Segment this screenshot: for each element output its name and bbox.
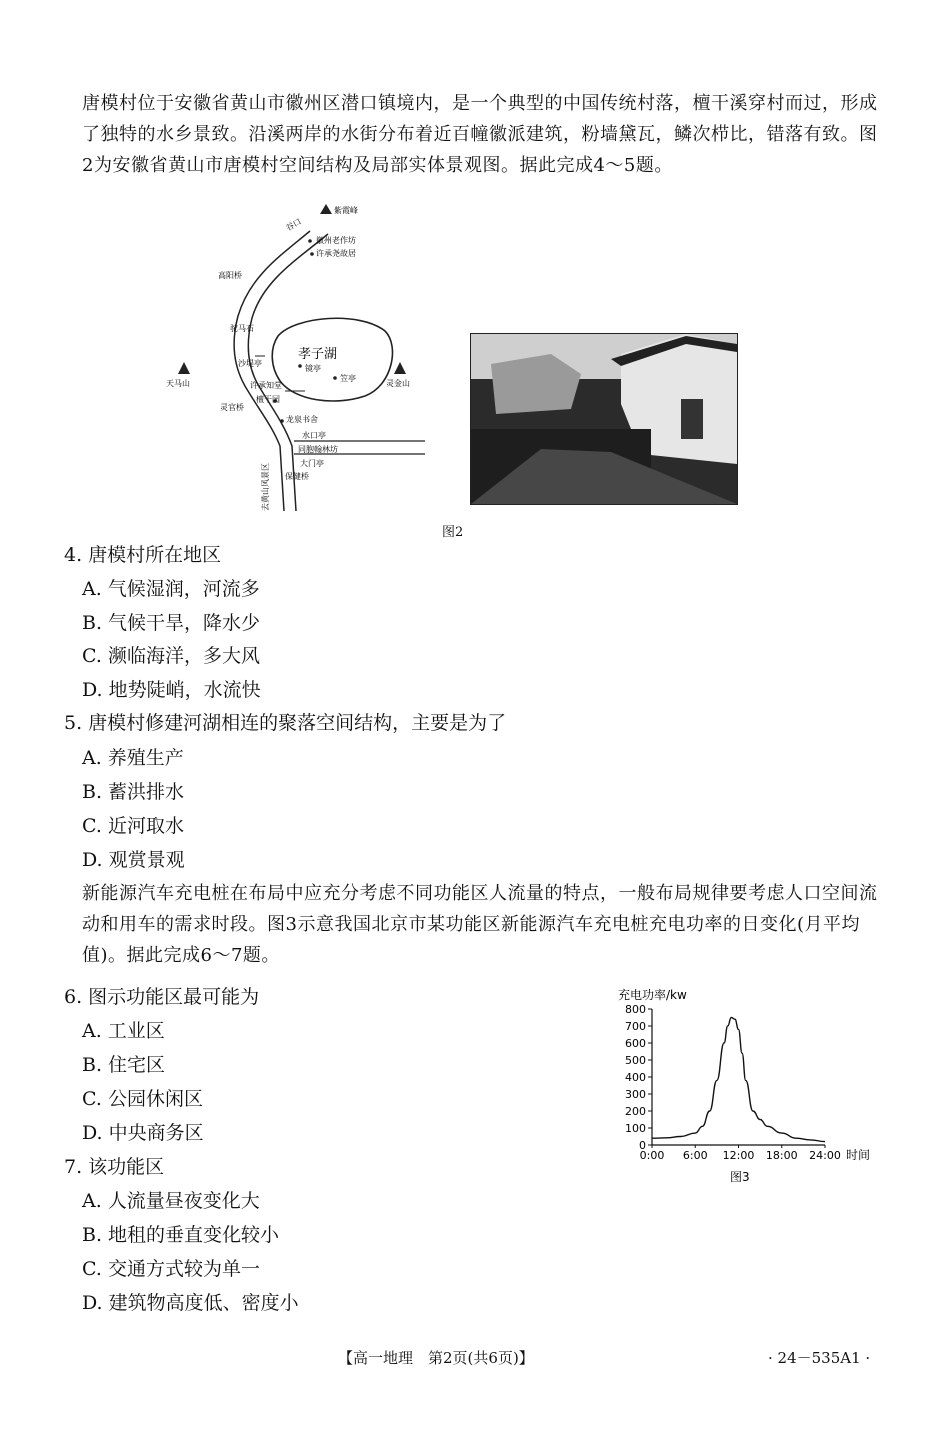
map-label: 徽州老作坊 xyxy=(316,236,356,245)
chart-x-tick-label: 12:00 xyxy=(722,1149,755,1162)
q7-option-d: D. 建筑物高度低、密度小 xyxy=(82,1292,299,1314)
map-label: 紫霞峰 xyxy=(334,206,358,215)
intro-text-2: 新能源汽车充电桩在布局中应充分考虑不同功能区人流量的特点，一般布局规律要考虑人口空间流动和用车的需求时段。图3示意我国北京市某功能区新能源汽车充电桩充电功率的日变化(月平均值)。据此完成6～7题。 xyxy=(82,883,878,966)
question-5-stem: 5. 唐模村修建河湖相连的聚落空间结构，主要是为了 xyxy=(64,712,507,734)
map-label: 天马山 xyxy=(166,379,190,388)
q5-option-c: C. 近河取水 xyxy=(82,815,184,837)
map-label: 同胞翰林坊 xyxy=(298,445,338,454)
q4-option-d: D. 地势陡峭，水流快 xyxy=(82,679,261,701)
chart-x-tick-label: 0:00 xyxy=(639,1149,665,1162)
map-label: 许承知堂 xyxy=(250,381,282,390)
q4-option-a: A. 气候湿润，河流多 xyxy=(82,578,260,600)
map-label: 大门亭 xyxy=(300,459,324,468)
map-label: 灵金山 xyxy=(386,379,410,388)
lake-label: 孝子湖 xyxy=(298,347,338,362)
question-6-stem: 6. 图示功能区最可能为 xyxy=(64,986,260,1008)
chart-x-tick-label: 6:00 xyxy=(682,1149,708,1162)
map-label: 笠亭 xyxy=(340,374,356,383)
map-label: 谷口 xyxy=(284,216,303,233)
q7-option-a: A. 人流量昼夜变化大 xyxy=(82,1190,260,1212)
intro-paragraph-2 xyxy=(82,878,882,971)
q4-option-b: B. 气候干旱，降水少 xyxy=(82,612,261,634)
map-label: 龙泉书舍 xyxy=(286,415,318,424)
chart-y-tick-label: 500 xyxy=(625,1054,646,1067)
q5-option-b: B. 蓄洪排水 xyxy=(82,781,185,803)
chart-y-tick-label: 400 xyxy=(625,1071,646,1084)
chart-caption: 图3 xyxy=(730,1170,750,1184)
map-label: 高阳桥 xyxy=(218,271,242,280)
map-label: 水口亭 xyxy=(302,431,326,440)
q5-option-d: D. 观赏景观 xyxy=(82,849,185,871)
village-photo xyxy=(470,333,738,505)
q6-option-b: B. 住宅区 xyxy=(82,1054,166,1076)
q6-option-a: A. 工业区 xyxy=(82,1020,165,1042)
chart-y-tick-label: 300 xyxy=(625,1088,646,1101)
chart-y-tick-label: 0 xyxy=(639,1139,646,1152)
q7-option-b: B. 地租的垂直变化较小 xyxy=(82,1224,280,1246)
chart-ylabel: 充电功率/kw xyxy=(618,988,687,1002)
charging-power-chart xyxy=(610,985,890,1190)
chart-x-tick-label: 18:00 xyxy=(765,1149,798,1162)
chart-x-tick-label: 24:00 xyxy=(809,1149,841,1162)
q6-option-c: C. 公园休闲区 xyxy=(82,1088,203,1110)
fig2-caption: 图2 xyxy=(442,525,464,540)
chart-y-tick-label: 200 xyxy=(625,1105,646,1118)
map-label: 许承尧故居 xyxy=(316,249,356,258)
map-label: 灵官桥 xyxy=(220,403,244,412)
village-map xyxy=(160,196,435,516)
chart-xlabel: 时间 xyxy=(846,1148,871,1162)
footer-code: · 24－535A1 · xyxy=(768,1349,871,1367)
mountain-icon xyxy=(178,362,190,374)
map-label: 保健桥 xyxy=(285,472,309,481)
map-label: 沙堤亭 xyxy=(238,359,262,368)
map-label: 驼马石 xyxy=(230,324,254,333)
intro-text-1: 唐模村位于安徽省黄山市徽州区潜口镇境内，是一个典型的中国传统村落，檀干溪穿村而过，形成了独特的水乡景致。沿溪两岸的水街分布着近百幢徽派建筑，粉墙黛瓦，鳞次栉比，错落有致。图2为安徽省黄山市唐模村空间结构及局部实体景观图。据此完成4～5题。 xyxy=(82,93,878,176)
footer-page-info: 【高一地理 第2页(共6页)】 xyxy=(338,1349,534,1367)
q4-option-c: C. 濒临海洋，多大风 xyxy=(82,645,260,667)
question-7-stem: 7. 该功能区 xyxy=(64,1156,165,1178)
chart-y-tick-label: 100 xyxy=(625,1122,646,1135)
map-label: 镜亭 xyxy=(305,364,321,373)
intro-paragraph-1 xyxy=(82,88,882,181)
mountain-icon xyxy=(394,362,406,374)
chart-y-tick-label: 800 xyxy=(625,1003,646,1016)
chart-y-tick-label: 700 xyxy=(625,1020,646,1033)
question-4-stem: 4. 唐模村所在地区 xyxy=(64,544,222,566)
chart-y-tick-label: 600 xyxy=(625,1037,646,1050)
map-label: 檀干园 xyxy=(256,395,280,404)
map-label: 去黄山风景区 xyxy=(261,463,270,511)
mountain-icon xyxy=(320,204,332,214)
q6-option-d: D. 中央商务区 xyxy=(82,1122,204,1144)
chart-series-line xyxy=(652,1018,825,1142)
q7-option-c: C. 交通方式较为单一 xyxy=(82,1258,260,1280)
q5-option-a: A. 养殖生产 xyxy=(82,747,184,769)
